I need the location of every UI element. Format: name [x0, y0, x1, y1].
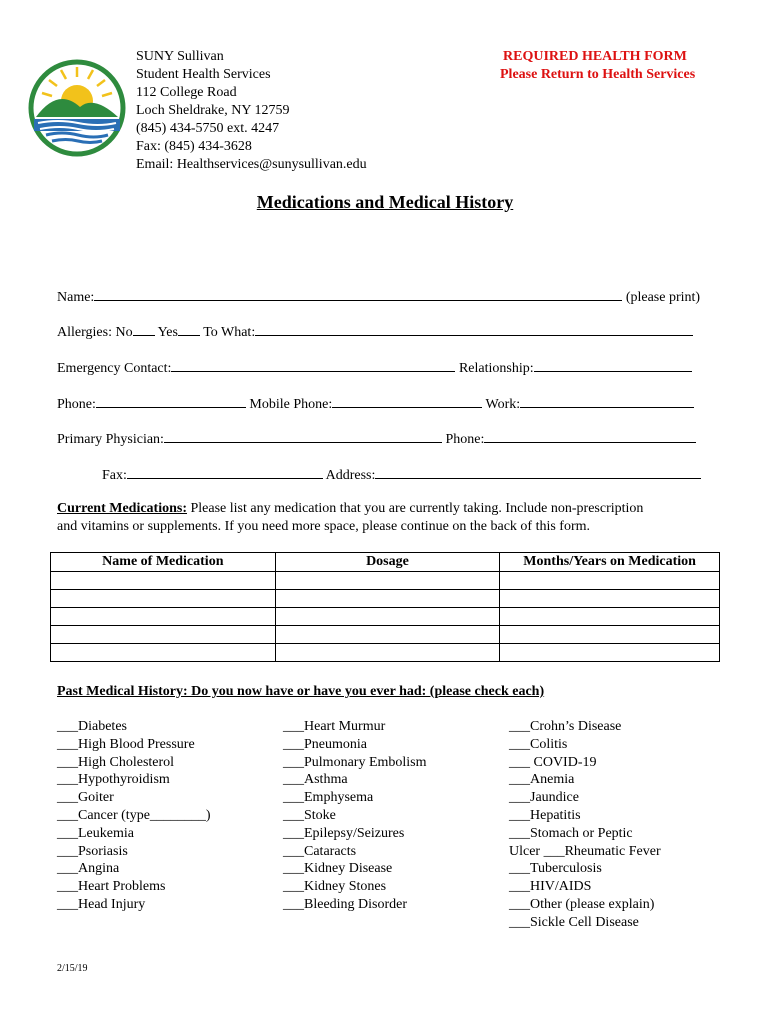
- history-item[interactable]: ___Bleeding Disorder: [283, 896, 408, 912]
- org-line: SUNY Sullivan: [136, 49, 224, 64]
- org-address: [136, 48, 367, 174]
- table-cell[interactable]: [500, 572, 720, 590]
- emergency-row: [57, 357, 692, 377]
- name-input[interactable]: [94, 286, 622, 301]
- allergies-no-input[interactable]: [133, 321, 155, 336]
- table-cell[interactable]: [500, 644, 720, 662]
- history-item[interactable]: ___Stoke: [283, 807, 336, 823]
- history-col-1: [57, 718, 211, 914]
- table-cell[interactable]: [275, 626, 500, 644]
- org-line: Student Health Services: [136, 67, 271, 82]
- history-item[interactable]: ___Leukemia: [57, 825, 134, 841]
- history-col-2: [283, 718, 427, 914]
- current-meds-text: [57, 500, 737, 536]
- name-row: [57, 286, 700, 306]
- physician-phone-input[interactable]: [484, 428, 696, 443]
- col-header: Months/Years on Medication: [500, 553, 720, 572]
- table-header: [51, 553, 720, 572]
- fax-row: [102, 464, 701, 484]
- name-label: Name:: [57, 290, 95, 305]
- allergies-row: [57, 321, 693, 341]
- allergies-yes-input[interactable]: [178, 321, 200, 336]
- history-item[interactable]: ___Pneumonia: [283, 736, 367, 752]
- fax-input[interactable]: [127, 464, 323, 479]
- name-suffix: (please print): [625, 290, 701, 305]
- work-label: Work:: [485, 397, 521, 412]
- history-item[interactable]: ___Other (please explain): [509, 896, 655, 912]
- address-label: Address:: [325, 468, 376, 483]
- phone-label: Phone:: [57, 397, 96, 412]
- history-item[interactable]: ___Tuberculosis: [509, 861, 602, 877]
- phone-input[interactable]: [96, 393, 246, 408]
- org-line: (845) 434-5750 ext. 4247: [136, 121, 280, 136]
- emergency-input[interactable]: [171, 357, 455, 372]
- history-item[interactable]: ___HIV/AIDS: [509, 879, 592, 895]
- col-header: Name of Medication: [51, 553, 276, 572]
- page-title: Medications and Medical History: [256, 192, 514, 212]
- allergies-yes-label: Yes: [157, 325, 178, 340]
- table-row: [51, 608, 720, 626]
- history-item[interactable]: ___Colitis: [509, 736, 568, 752]
- history-item[interactable]: ___Head Injury: [57, 896, 146, 912]
- table-row: [51, 572, 720, 590]
- table-cell[interactable]: [51, 626, 276, 644]
- history-item[interactable]: ___Hepatitis: [509, 807, 581, 823]
- org-line: Loch Sheldrake, NY 12759: [136, 103, 290, 118]
- table-cell[interactable]: [275, 590, 500, 608]
- history-item[interactable]: ___High Blood Pressure: [57, 736, 195, 752]
- col-header: Dosage: [275, 553, 500, 572]
- medications-table: [50, 552, 720, 662]
- current-meds-heading: Current Medications:: [57, 501, 187, 516]
- footer-date: 2/15/19: [57, 963, 88, 974]
- history-item[interactable]: ___Jaundice: [509, 790, 579, 806]
- history-item[interactable]: ___Epilepsy/Seizures: [283, 825, 405, 841]
- history-col-3: [509, 718, 661, 932]
- history-item[interactable]: ___Heart Murmur: [283, 719, 386, 734]
- history-item[interactable]: ___Kidney Stones: [283, 879, 387, 895]
- history-item[interactable]: ___Goiter: [57, 790, 114, 806]
- mobile-label: Mobile Phone:: [249, 397, 333, 412]
- table-cell[interactable]: [500, 608, 720, 626]
- org-line: Fax: (845) 434-3628: [136, 139, 252, 154]
- address-input[interactable]: [375, 464, 701, 479]
- history-item[interactable]: ___Asthma: [283, 772, 348, 788]
- history-item[interactable]: ___ COVID-19: [509, 754, 597, 770]
- history-item[interactable]: ___Cancer (type________): [57, 807, 211, 823]
- history-item[interactable]: ___Sickle Cell Disease: [509, 914, 639, 930]
- table-row: [51, 626, 720, 644]
- required-sub: Please Return to Health Services: [500, 67, 696, 82]
- table-cell[interactable]: [275, 608, 500, 626]
- physician-phone-label: Phone:: [445, 432, 485, 447]
- work-input[interactable]: [520, 393, 694, 408]
- physician-row: [57, 428, 696, 448]
- history-item[interactable]: Ulcer ___Rheumatic Fever: [509, 843, 661, 859]
- table-row: [51, 590, 720, 608]
- history-item[interactable]: ___Crohn’s Disease: [509, 719, 622, 734]
- history-item[interactable]: ___Kidney Disease: [283, 861, 393, 877]
- table-cell[interactable]: [500, 626, 720, 644]
- table-cell[interactable]: [500, 590, 720, 608]
- table-cell[interactable]: [275, 572, 500, 590]
- table-row: [51, 644, 720, 662]
- relationship-input[interactable]: [534, 357, 692, 372]
- table-cell[interactable]: [51, 608, 276, 626]
- physician-label: Primary Physician:: [57, 432, 164, 447]
- mobile-input[interactable]: [332, 393, 482, 408]
- history-item[interactable]: ___Stomach or Peptic: [509, 825, 633, 841]
- physician-input[interactable]: [164, 428, 442, 443]
- org-line: 112 College Road: [136, 85, 237, 100]
- history-item[interactable]: ___Anemia: [509, 772, 575, 788]
- emergency-label: Emergency Contact:: [57, 361, 172, 376]
- org-line: Email: Healthservices@sunysullivan.edu: [136, 157, 367, 172]
- history-item[interactable]: ___Hypothyroidism: [57, 772, 170, 788]
- current-meds-line2: and vitamins or supplements. If you need more space, please continue on the back of this form.: [57, 519, 591, 534]
- table-cell[interactable]: [51, 590, 276, 608]
- history-item[interactable]: ___Diabetes: [57, 719, 127, 734]
- allergies-what-label: To What:: [203, 325, 256, 340]
- history-item[interactable]: ___Emphysema: [283, 790, 374, 806]
- table-cell[interactable]: [51, 572, 276, 590]
- relationship-label: Relationship:: [458, 361, 534, 376]
- allergies-what-input[interactable]: [255, 321, 693, 336]
- history-item[interactable]: ___Psoriasis: [57, 843, 128, 859]
- history-item[interactable]: ___Angina: [57, 861, 120, 877]
- phone-row: [57, 393, 694, 413]
- current-meds-line1: Please list any medication that you are currently taking. Include non-prescription: [190, 501, 644, 516]
- logo: [28, 59, 126, 157]
- history-item[interactable]: ___Pulmonary Embolism: [283, 754, 427, 770]
- history-item[interactable]: ___High Cholesterol: [57, 754, 175, 770]
- history-item[interactable]: ___Cataracts: [283, 843, 357, 859]
- required-title: REQUIRED HEALTH FORM: [503, 49, 687, 64]
- history-item[interactable]: ___Heart Problems: [57, 879, 166, 895]
- fax-label: Fax:: [102, 468, 127, 483]
- allergies-label: Allergies: No: [57, 325, 133, 340]
- history-heading: Past Medical History: Do you now have or have you ever had: (please check each): [57, 684, 545, 699]
- table-cell[interactable]: [51, 644, 276, 662]
- table-cell[interactable]: [275, 644, 500, 662]
